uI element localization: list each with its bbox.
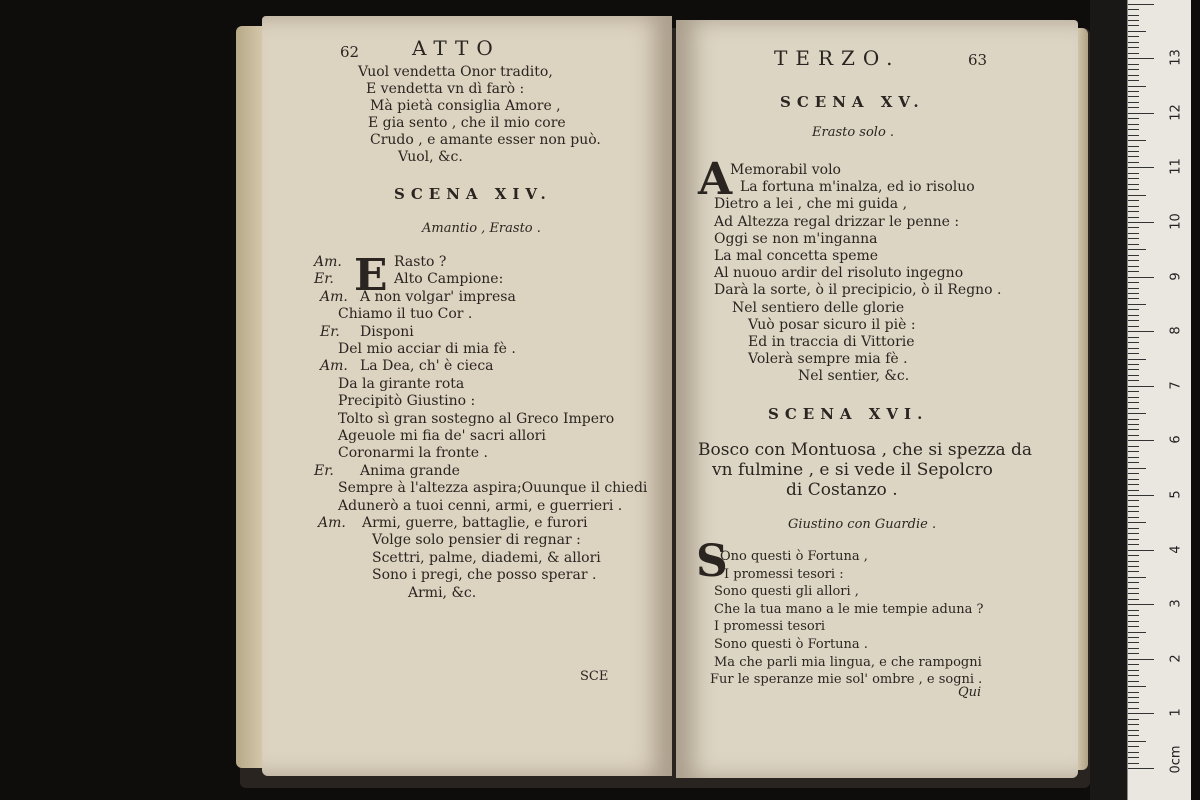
verse-line: La fortuna m'inalza, ed io risoluo (740, 179, 975, 196)
dialogue-line: Del mio acciar di mia fè . (338, 341, 516, 357)
scene-xv-title: SCENA XV. (780, 93, 925, 111)
drop-cap-s: S (696, 536, 728, 587)
verse-line: Ono questi ò Fortuna , (720, 549, 868, 564)
ruler-tick (1128, 326, 1139, 327)
speaker-label: Am. (318, 515, 346, 531)
dialogue-line: Sempre à l'altezza aspira;Ouunque il chiedi (338, 480, 648, 497)
ruler-number: 1 (1168, 708, 1184, 718)
verse-line: Che la tua mano a le mie tempie aduna ? (714, 601, 984, 617)
speaker-label: Er. (314, 462, 334, 479)
verse-line: Fur le speranze mie sol' ombre , e sogni . (710, 672, 983, 688)
dialogue-line: Armi, &c. (408, 584, 477, 601)
ruler-unit-label: 0cm (1168, 745, 1184, 774)
left-page (262, 16, 672, 776)
speaker-label: Am. (314, 254, 342, 270)
ruler-tick (1128, 113, 1154, 114)
verse-line: Sono questi ò Fortuna . (714, 637, 868, 652)
ruler-tick (1128, 511, 1139, 512)
speaker-label: Am. (320, 288, 348, 305)
ruler-tick (1128, 768, 1154, 769)
dialogue-line: Tolto sì gran sostegno al Greco Impero (338, 410, 615, 427)
dialogue-line: A non volgar' impresa (360, 288, 516, 305)
ruler-number: 6 (1168, 435, 1184, 445)
ruler-tick (1128, 58, 1154, 59)
ruler-number: 9 (1168, 271, 1184, 281)
ruler-tick (1128, 457, 1139, 458)
scene-xvi-title: SCENA XVI. (768, 405, 929, 423)
ruler-tick (1128, 708, 1139, 709)
ruler-tick (1128, 124, 1139, 125)
ruler-tick (1128, 380, 1139, 381)
ruler-tick (1128, 440, 1154, 441)
ruler-tick (1128, 528, 1139, 529)
ruler-tick (1128, 20, 1139, 21)
ruler-tick (1128, 582, 1139, 583)
dialogue-line: La Dea, ch' è cieca (360, 358, 494, 375)
ruler-number: 2 (1168, 654, 1184, 663)
ruler-tick (1128, 277, 1154, 278)
ruler-tick (1128, 424, 1139, 425)
ruler-tick (1128, 692, 1139, 693)
ruler-tick (1128, 724, 1139, 725)
verse-line: E gia sento , che il mio core (368, 115, 566, 131)
ruler-number: 11 (1168, 158, 1184, 176)
verse-line: Vuol, &c. (398, 149, 463, 165)
verse-line: Sono questi gli allori , (714, 584, 859, 600)
ruler-tick (1128, 506, 1139, 507)
verse-line: Volerà sempre mia fè . (748, 351, 908, 368)
ruler-tick (1128, 75, 1139, 76)
ruler-tick (1128, 233, 1139, 234)
ruler-tick (1128, 162, 1139, 163)
ruler-tick (1128, 473, 1139, 474)
verse-line: Ad Altezza regal drizzar le penne : (714, 213, 960, 230)
ruler-tick (1128, 522, 1146, 523)
ruler-number: 12 (1168, 104, 1184, 121)
verse-line: Ma che parli mia lingua, e che rampogni (714, 654, 982, 670)
ruler-tick (1128, 200, 1139, 201)
ruler-number: 7 (1168, 381, 1184, 390)
ruler-tick (1128, 211, 1139, 212)
verse-line: La mal concetta speme (714, 248, 879, 264)
verse-line: Dietro a lei , che mi guida , (714, 196, 908, 213)
ruler-tick (1128, 653, 1139, 654)
ruler-tick (1128, 413, 1146, 414)
scene-xiv-title: SCENA XIV. (394, 185, 552, 203)
ruler-tick (1128, 735, 1139, 736)
left-page-number: 62 (340, 43, 360, 61)
dialogue-line: Sono i pregi, che posso sperar . (372, 567, 597, 584)
ruler-tick (1128, 80, 1139, 81)
ruler-tick (1128, 610, 1139, 611)
ruler-tick (1128, 681, 1139, 682)
ruler-tick (1128, 566, 1139, 567)
verse-line: Nel sentier, &c. (798, 368, 910, 385)
ruler-tick (1128, 64, 1139, 65)
ruler-tick (1128, 4, 1154, 5)
ruler-tick (1128, 686, 1146, 687)
ruler-tick (1128, 309, 1139, 310)
ruler-tick (1128, 69, 1139, 70)
verse-line: E vendetta vn dì farò : (366, 81, 525, 97)
ruler-tick (1128, 429, 1139, 430)
ruler-tick (1128, 96, 1139, 97)
ruler-tick (1128, 577, 1146, 578)
ruler-tick (1128, 91, 1139, 92)
ruler-tick (1128, 539, 1139, 540)
ruler-tick (1128, 626, 1139, 627)
ruler-tick (1128, 588, 1139, 589)
ruler-tick (1128, 151, 1139, 152)
ruler-tick (1128, 320, 1139, 321)
left-page-edge (236, 26, 262, 768)
setting-line: vn fulmine , e si vede il Sepolcro (712, 460, 993, 480)
ruler-tick (1128, 249, 1146, 250)
ruler-tick (1128, 348, 1139, 349)
ruler-tick (1128, 533, 1139, 534)
ruler-tick (1128, 353, 1139, 354)
ruler-tick (1128, 561, 1139, 562)
dialogue-line: Anima grande (360, 462, 460, 479)
ruler-tick (1128, 222, 1154, 223)
dialogue-line: Da la girante rota (338, 375, 465, 392)
ruler-tick (1128, 359, 1146, 360)
dialogue-line: Armi, guerre, battaglie, e furori (362, 515, 588, 531)
ruler-tick (1128, 315, 1139, 316)
ruler-tick (1128, 719, 1139, 720)
ruler-tick (1128, 402, 1139, 403)
right-page-edge (1078, 28, 1088, 770)
ruler-tick (1128, 604, 1154, 605)
ruler-tick (1128, 189, 1139, 190)
ruler-tick (1128, 31, 1146, 32)
dialogue-line: Disponi (360, 323, 414, 340)
ruler-tick (1128, 298, 1139, 299)
ruler-tick (1128, 102, 1139, 103)
ruler-tick (1128, 451, 1139, 452)
scene-xvi-characters: Giustino con Guardie . (788, 517, 937, 532)
ruler-tick (1128, 86, 1146, 87)
ruler-tick (1128, 391, 1139, 392)
ruler-tick (1128, 697, 1139, 698)
verse-line: I promessi tesori (714, 619, 826, 635)
dialogue-line: Rasto ? (394, 254, 447, 270)
ruler-tick (1128, 255, 1139, 256)
ruler-tick (1128, 490, 1139, 491)
ruler-tick (1128, 304, 1146, 305)
ruler-tick (1128, 293, 1139, 294)
ruler-tick (1128, 178, 1139, 179)
ruler-tick (1128, 282, 1139, 283)
ruler-number: 13 (1168, 49, 1184, 66)
ruler-tick (1128, 550, 1154, 551)
ruler-tick (1128, 741, 1146, 742)
measuring-ruler (1127, 0, 1191, 800)
dialogue-line: Coronarmi la fronte . (338, 445, 488, 462)
ruler-tick (1128, 369, 1139, 370)
ruler-tick (1128, 408, 1139, 409)
verse-line: Vuol vendetta Onor tradito, (358, 64, 553, 80)
ruler-tick (1128, 146, 1139, 147)
verse-line: Nel sentiero delle glorie (732, 299, 905, 316)
right-page-number: 63 (968, 51, 988, 69)
drop-cap-e: E (354, 250, 388, 301)
scene-xiv-characters: Amantio , Erasto . (422, 221, 541, 236)
ruler-tick (1128, 42, 1139, 43)
dialogue-line: Alto Campione: (394, 271, 504, 288)
ruler-tick (1128, 195, 1146, 196)
ruler-tick (1128, 446, 1139, 447)
dialogue-line: Adunerò a tuoi cenni, armi, e guerrieri . (338, 497, 623, 514)
verse-line: Vuò posar sicuro il piè : (748, 316, 916, 333)
ruler-tick (1128, 342, 1139, 343)
ruler-tick (1128, 397, 1139, 398)
setting-line: di Costanzo . (786, 480, 898, 500)
ruler-tick (1128, 659, 1154, 660)
scene-xv-characters: Erasto solo . (812, 125, 895, 140)
left-catchword: SCE (580, 669, 609, 684)
left-running-head: ATTO (412, 36, 501, 60)
ruler-tick (1128, 763, 1139, 764)
ruler-tick (1128, 495, 1154, 496)
ruler-tick (1128, 621, 1139, 622)
ruler-number: 4 (1168, 544, 1184, 554)
ruler-tick (1128, 173, 1139, 174)
ruler-tick (1128, 500, 1139, 501)
ruler-tick (1128, 670, 1139, 671)
ruler-tick (1128, 167, 1154, 168)
ruler-tick (1128, 746, 1139, 747)
ruler-tick (1128, 555, 1139, 556)
ruler-tick (1128, 244, 1139, 245)
ruler-tick (1128, 615, 1139, 616)
right-page (676, 20, 1078, 778)
ruler-tick (1128, 47, 1139, 48)
ruler-tick (1128, 206, 1139, 207)
speaker-label: Er. (320, 323, 340, 340)
ruler-tick (1128, 648, 1139, 649)
ruler-tick (1128, 713, 1154, 714)
dialogue-line: Precipitò Giustino : (338, 393, 476, 410)
ruler-tick (1128, 479, 1139, 480)
ruler-number: 10 (1168, 213, 1184, 230)
ruler-tick (1128, 25, 1139, 26)
ruler-tick (1128, 184, 1139, 185)
ruler-tick (1128, 9, 1139, 10)
ruler-tick (1128, 364, 1139, 365)
ruler-number: 3 (1168, 599, 1184, 608)
ruler-tick (1128, 484, 1139, 485)
ruler-tick (1128, 260, 1139, 261)
verse-line: Memorabil volo (730, 162, 841, 178)
ruler-tick (1128, 599, 1139, 600)
ruler-tick (1128, 730, 1139, 731)
ruler-tick (1128, 675, 1139, 676)
ruler-tick (1128, 468, 1146, 469)
setting-line: Bosco con Montuosa , che si spezza da (698, 440, 1033, 460)
ruler-tick (1128, 107, 1139, 108)
verse-line: Ed in traccia di Vittorie (748, 334, 915, 350)
dialogue-line: Scettri, palme, diademi, & allori (372, 549, 601, 566)
ruler-tick (1128, 271, 1139, 272)
ruler-tick (1128, 331, 1154, 332)
ruler-tick (1128, 15, 1139, 16)
verse-line: I promessi tesori : (724, 566, 844, 582)
ruler-tick (1128, 238, 1139, 239)
ruler-tick (1128, 227, 1139, 228)
ruler-tick (1128, 632, 1146, 633)
speaker-label: Am. (320, 358, 348, 375)
speaker-label: Er. (314, 271, 334, 288)
ruler-number: 8 (1168, 326, 1184, 335)
ruler-tick (1128, 517, 1139, 518)
ruler-tick (1128, 664, 1139, 665)
dialogue-line: Chiamo il tuo Cor . (338, 306, 473, 323)
dialogue-line: Volge solo pensier di regnar : (372, 532, 581, 549)
ruler-tick (1128, 757, 1139, 758)
ruler-tick (1128, 702, 1139, 703)
dialogue-line: Ageuole mi fia de' sacri allori (338, 428, 546, 444)
ruler-tick (1128, 544, 1139, 545)
ruler-tick (1128, 637, 1139, 638)
ruler-tick (1128, 53, 1139, 54)
verse-line: Al nuouo ardir del risoluto ingegno (714, 265, 964, 282)
ruler-tick (1128, 419, 1139, 420)
ruler-tick (1128, 217, 1139, 218)
ruler-tick (1128, 375, 1139, 376)
ruler-tick (1128, 752, 1139, 753)
ruler-tick (1128, 337, 1139, 338)
ruler-tick (1128, 288, 1139, 289)
ruler-tick (1128, 156, 1139, 157)
right-running-head: TERZO. (774, 46, 901, 70)
ruler-tick (1128, 571, 1139, 572)
ruler-tick (1128, 140, 1146, 141)
ruler-tick (1128, 129, 1139, 130)
ruler-tick (1128, 593, 1139, 594)
ruler-tick (1128, 386, 1154, 387)
ruler-tick (1128, 36, 1139, 37)
verse-line: Mà pietà consiglia Amore , (370, 98, 561, 114)
ruler-tick (1128, 266, 1139, 267)
ruler-number: 5 (1168, 490, 1184, 499)
ruler-tick (1128, 642, 1139, 643)
verse-line: Darà la sorte, ò il precipicio, ò il Regno . (714, 282, 1002, 299)
verse-line: Oggi se non m'inganna (714, 230, 878, 247)
ruler-tick (1128, 462, 1139, 463)
verse-line: Crudo , e amante esser non può. (370, 132, 601, 148)
ruler-tick (1128, 135, 1139, 136)
ruler-tick (1128, 435, 1139, 436)
right-catchword: Qui (958, 685, 982, 700)
ruler-tick (1128, 118, 1139, 119)
drop-cap-a: A (698, 154, 733, 205)
